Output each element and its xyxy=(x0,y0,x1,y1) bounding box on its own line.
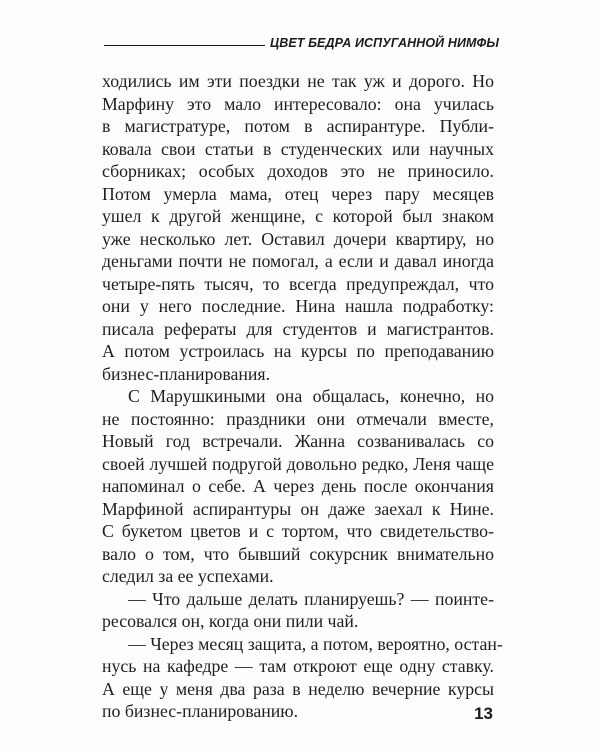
text-line: сборниках; особых доходов это не приносило. xyxy=(102,161,494,181)
text-line: — Через месяц защита, а потом, вероятно, остан- xyxy=(128,633,503,654)
text-line: ушел к другой женщине, с которой был знаком xyxy=(102,206,494,226)
page-number: 13 xyxy=(474,704,493,723)
text-line: Марфину это мало интересовало: она училась xyxy=(102,93,494,114)
text-line: нусь на кафедре — там откроют еще одну ставку. xyxy=(102,656,494,676)
text-line: четыре-пять тысяч, то всегда предупреждал, что xyxy=(102,273,494,294)
running-title: ЦВЕТ БЕДРА ИСПУГАННОЙ НИМФЫ xyxy=(270,36,500,50)
text-line: А еще у меня два раза в неделю вечерние курсы xyxy=(102,678,494,699)
text-line: Марфиной аспирантуры он даже заехал к Нине. xyxy=(102,498,494,519)
text-line: напоминал о себе. А через день после окончания xyxy=(102,476,494,496)
text-line: Новый год встречали. Жанна созванивалась со xyxy=(102,431,494,451)
text-line: С букетом цветов и с тортом, что свидетельство- xyxy=(102,521,494,541)
text-line: своей лучшей подругой довольно редко, Леня чаще xyxy=(102,453,494,474)
text-line: бизнес-планирования. xyxy=(102,363,271,384)
text-line: ресовался он, когда они пили чай. xyxy=(102,611,359,631)
running-head xyxy=(104,36,500,52)
text-line: деньгами почти не помогал, а если и давал иногда xyxy=(102,251,494,271)
text-line: они у него последние. Нина нашла подработку: xyxy=(102,296,494,316)
text-line: по бизнес-планированию. xyxy=(102,701,299,721)
header-rule xyxy=(104,45,265,46)
text-line: ковала свои статьи в студенческих или научных xyxy=(102,138,494,159)
text-line: уже несколько лет. Оставил дочери квартиру, но xyxy=(102,228,494,249)
text-line: — Что дальше делать планируешь? — поинте- xyxy=(128,588,494,609)
text-line: С Марушкиными она общалась, конечно, но xyxy=(128,386,494,406)
text-line: вало о том, что бывший сокурсник внимательно xyxy=(102,543,494,564)
text-line: в магистратуре, потом в аспирантуре. Публи- xyxy=(102,116,494,136)
text-line: ходились им эти поездки не так уж и дорого. Но xyxy=(102,71,494,91)
text-line: А потом устроилась на курсы по преподаванию xyxy=(102,341,494,361)
text-line: Потом умерла мама, отец через пару месяцев xyxy=(102,183,494,204)
text-line: следил за ее успехами. xyxy=(102,566,274,586)
body-text xyxy=(102,70,503,723)
text-line: писала рефераты для студентов и магистрантов. xyxy=(102,318,494,339)
text-line: не постоянно: праздники они отмечали вместе, xyxy=(102,408,494,429)
